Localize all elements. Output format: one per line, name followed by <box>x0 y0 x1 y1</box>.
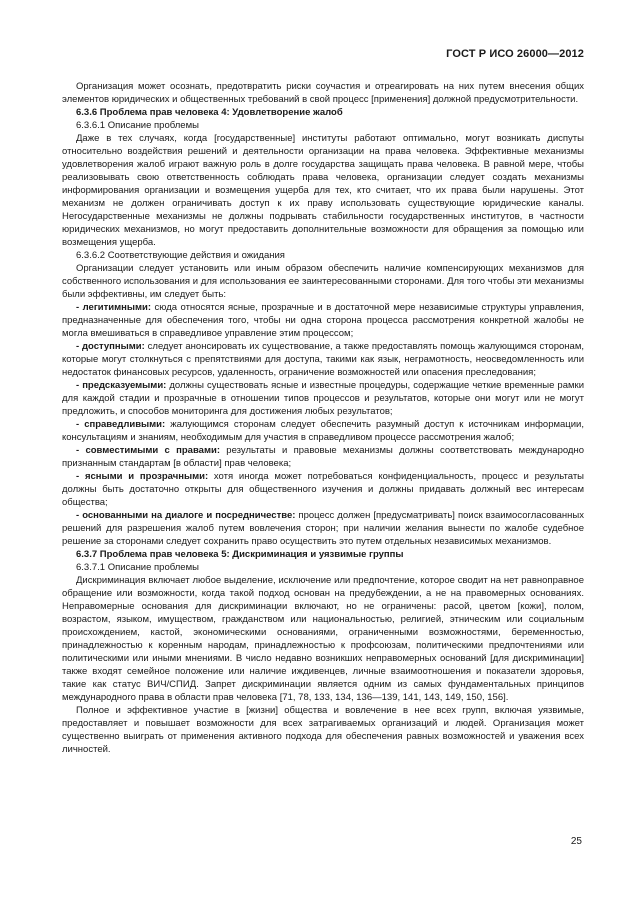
paragraph-text: процесс должен [предусматривать] поиск взаимосогласованных решений для разрешения жалоб путем вовлечения сторон; при наличии желания вынести по жалобе судебное решение за сторонами следует сохранить право осуществить это путем отдельных независимых механизмов. <box>62 510 585 547</box>
page-number: 25 <box>570 836 582 847</box>
paragraph <box>62 470 584 509</box>
paragraph <box>62 262 584 301</box>
paragraph-text: жалующимся сторонам следует обеспечить разумный доступ к источникам информации, консультациям и знаниям, необходимым для участия в справедливом процессе рассмотрения жалоб; <box>62 419 584 443</box>
paragraph <box>62 418 584 444</box>
paragraph-text: Организации следует установить или иным образом обеспечить наличие компенсирующих механизмов для собственного использования и для использования ее заинтересованными сторонами. Для того чтобы эти механизмы были эффективны, им следует быть: <box>62 263 584 300</box>
paragraph-text: 6.3.6.1 Описание проблемы <box>76 120 199 131</box>
paragraph-text: Полное и эффективное участие в [жизни] общества и вовлечение в нее всех групп, включая уязвимые, предоставляет и повышает возможности для всех затрагиваемых организаций и людей. Организация может существенно выиграть от применения активного подхода для обеспечения равных возможностей и уважения всех личностей. <box>62 705 584 755</box>
paragraph <box>62 548 584 561</box>
paragraph <box>62 509 584 548</box>
paragraph-bold-lead: - легитимными: <box>76 302 152 313</box>
paragraph <box>62 301 584 340</box>
paragraph <box>62 106 584 119</box>
paragraph-text: хотя иногда может потребоваться конфиденциальность, процесс и результаты должны быть достаточно открыты для общественного изучения и должны придавать должный вес интересам общества; <box>62 471 584 508</box>
document-header: ГОСТ Р ИСО 26000—2012 <box>446 48 584 60</box>
paragraph <box>62 379 584 418</box>
paragraph-bold-lead: - доступными: <box>76 341 145 352</box>
paragraph-bold-lead: - основанными на диалоге и посредничестве: <box>76 510 296 521</box>
paragraph <box>62 340 584 379</box>
paragraph-bold-lead: - совместимыми с правами: <box>76 445 220 456</box>
paragraph-bold-lead: - предсказуемыми: <box>76 380 167 391</box>
paragraph <box>62 561 584 574</box>
paragraph-bold-lead: 6.3.7 Проблема прав человека 5: Дискриминация и уязвимые группы <box>76 549 404 560</box>
paragraph <box>62 132 584 249</box>
paragraph-text: Даже в тех случаях, когда [государственные] институты работают оптимально, могут возникать диспуты относительно воздействия решений и деятельности организации на права человека. Эффективные механизмы удовлетворения жалоб играют важную роль в долге государства защищать права человека. В равной мере, чтобы реализовывать свою ответственность соблюдать права человека, организации следует создать механизмы информирования организации и возмещения ущерба для тех, кто считает, что их права были нарушены. Этот механизм не должен ограничивать доступ к их праву использовать существующие юридические каналы. Негосударственные механизмы не должны подрывать стабильности государственных институтов, в частности юридических механизмов, но могут предоставить дополнительные возможности для обращения за помощью или возмещения ущерба. <box>62 133 584 248</box>
paragraph-text: 6.3.6.2 Соответствующие действия и ожидания <box>76 250 285 261</box>
paragraph <box>62 574 584 704</box>
paragraph-bold-lead: - справедливыми: <box>76 419 166 430</box>
paragraph-bold-lead: 6.3.6 Проблема прав человека 4: Удовлетворение жалоб <box>76 107 343 118</box>
paragraph-text: следует анонсировать их существование, а также предоставлять помощь жалующимся сторонам, которые могут столкнуться с препятствиями для доступа, такими как язык, неграмотность, неосведомленность или недостаток финансовых ресурсов, удаленность, ограничение возможностей или опасения преследования; <box>62 341 584 378</box>
document-body <box>62 80 584 756</box>
paragraph <box>62 249 584 262</box>
paragraph-text: 6.3.7.1 Описание проблемы <box>76 562 199 573</box>
paragraph-text: сюда относятся ясные, прозрачные и в достаточной мере независимые структуры управления, предназначенные для обеспечения того, чтобы ни одна сторона процесса рассмотрения конкретной жалобы не могла вмешиваться в справедливое управление этим процессом; <box>62 302 584 339</box>
paragraph <box>62 80 584 106</box>
paragraph <box>62 444 584 470</box>
paragraph-bold-lead: - ясными и прозрачными: <box>76 471 209 482</box>
paragraph-text: должны существовать ясные и известные процедуры, содержащие четкие временные рамки для каждой стадии и прозрачные в отношении типов процессов и результатов, которые они могут или не могут предложить, и способов мониторинга для достижения любых результатов; <box>62 380 584 417</box>
paragraph-text: Организация может осознать, предотвратить риски соучастия и отреагировать на них путем внесения общих элементов юридических и общественных требований в свой процесс [применения] должной предусмотрительности. <box>62 81 584 105</box>
paragraph-text: Дискриминация включает любое выделение, исключение или предпочтение, которое сводит на нет равноправное обращение или возможности, когда такой подход основан на предубеждении, а не на правомерных основаниях. Неправомерные основания для дискриминации включают, но не ограничены: расой, цветом [кожи], полом, возрастом, языком, имуществом, гражданством или национальностью, религией, этническим или социальным происхождением, кастой, экономическими основаниями, ограниченными возможностями, беременностью, принадлежностью к коренным народам, принадлежностью к профсоюзам, политическими предпочтениями или политическими или иными мнениями. В число недавно возникших неправомерных оснований [для дискриминации] также входят семейное положение или наличие иждивенцев, личные взаимоотношения и показатели здоровья, такие как статус ВИЧ/СПИД. Запрет дискриминации является одним из самых фундаментальных принципов международного права в области прав человека [71, 78, 133, 134, 136—139, 141, 143, 149, 150, 156]. <box>62 575 584 703</box>
paragraph <box>62 119 584 132</box>
paragraph-text: результаты и правовые механизмы должны соответствовать международно признанным стандартам [в области] прав человека; <box>62 445 584 469</box>
paragraph <box>62 704 584 756</box>
